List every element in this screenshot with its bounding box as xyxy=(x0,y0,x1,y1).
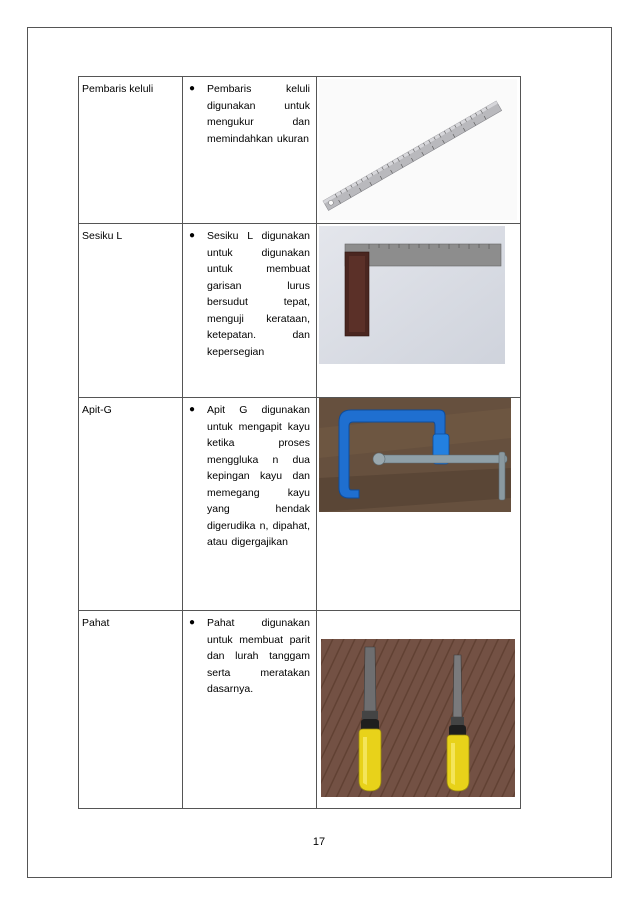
page-number: 17 xyxy=(312,836,326,848)
bullet-icon: ● xyxy=(189,404,196,415)
bullet-icon: ● xyxy=(189,617,196,628)
table-row xyxy=(79,224,521,398)
tools-table xyxy=(78,76,521,809)
try-square-photo xyxy=(319,226,505,364)
chisel-photo xyxy=(321,639,515,797)
g-clamp-photo xyxy=(319,398,511,512)
tool-description: Pahat digunakan untuk membuat parit dan lurah tanggam serta meratakan dasarnya. xyxy=(207,617,310,695)
tool-name: Apit-G xyxy=(79,398,183,611)
bullet-icon: ● xyxy=(189,83,196,94)
table-row xyxy=(79,398,521,611)
table-row xyxy=(79,611,521,809)
tool-description: Sesiku L digunakan untuk digunakan untuk membuat garisan lurus bersudut tepat, menguji kerataan, ketepatan. dan kepersegian xyxy=(207,230,310,358)
tool-description: Pembaris keluli digunakan untuk mengukur dan memindahkan ukuran xyxy=(207,83,310,145)
tool-description: Apit G digunakan untuk mengapit kayu ketika proses menggluka n dua kepingan kayu dan memegang kayu yang hendak digerudika n, dipahat, atau digergajikan xyxy=(207,404,310,548)
tool-name: Pahat xyxy=(79,611,183,809)
tool-name: Pembaris keluli xyxy=(79,77,183,224)
table-row xyxy=(79,77,521,224)
tool-name: Sesiku L xyxy=(79,224,183,398)
steel-ruler-photo xyxy=(319,79,517,220)
bullet-icon: ● xyxy=(189,230,196,241)
